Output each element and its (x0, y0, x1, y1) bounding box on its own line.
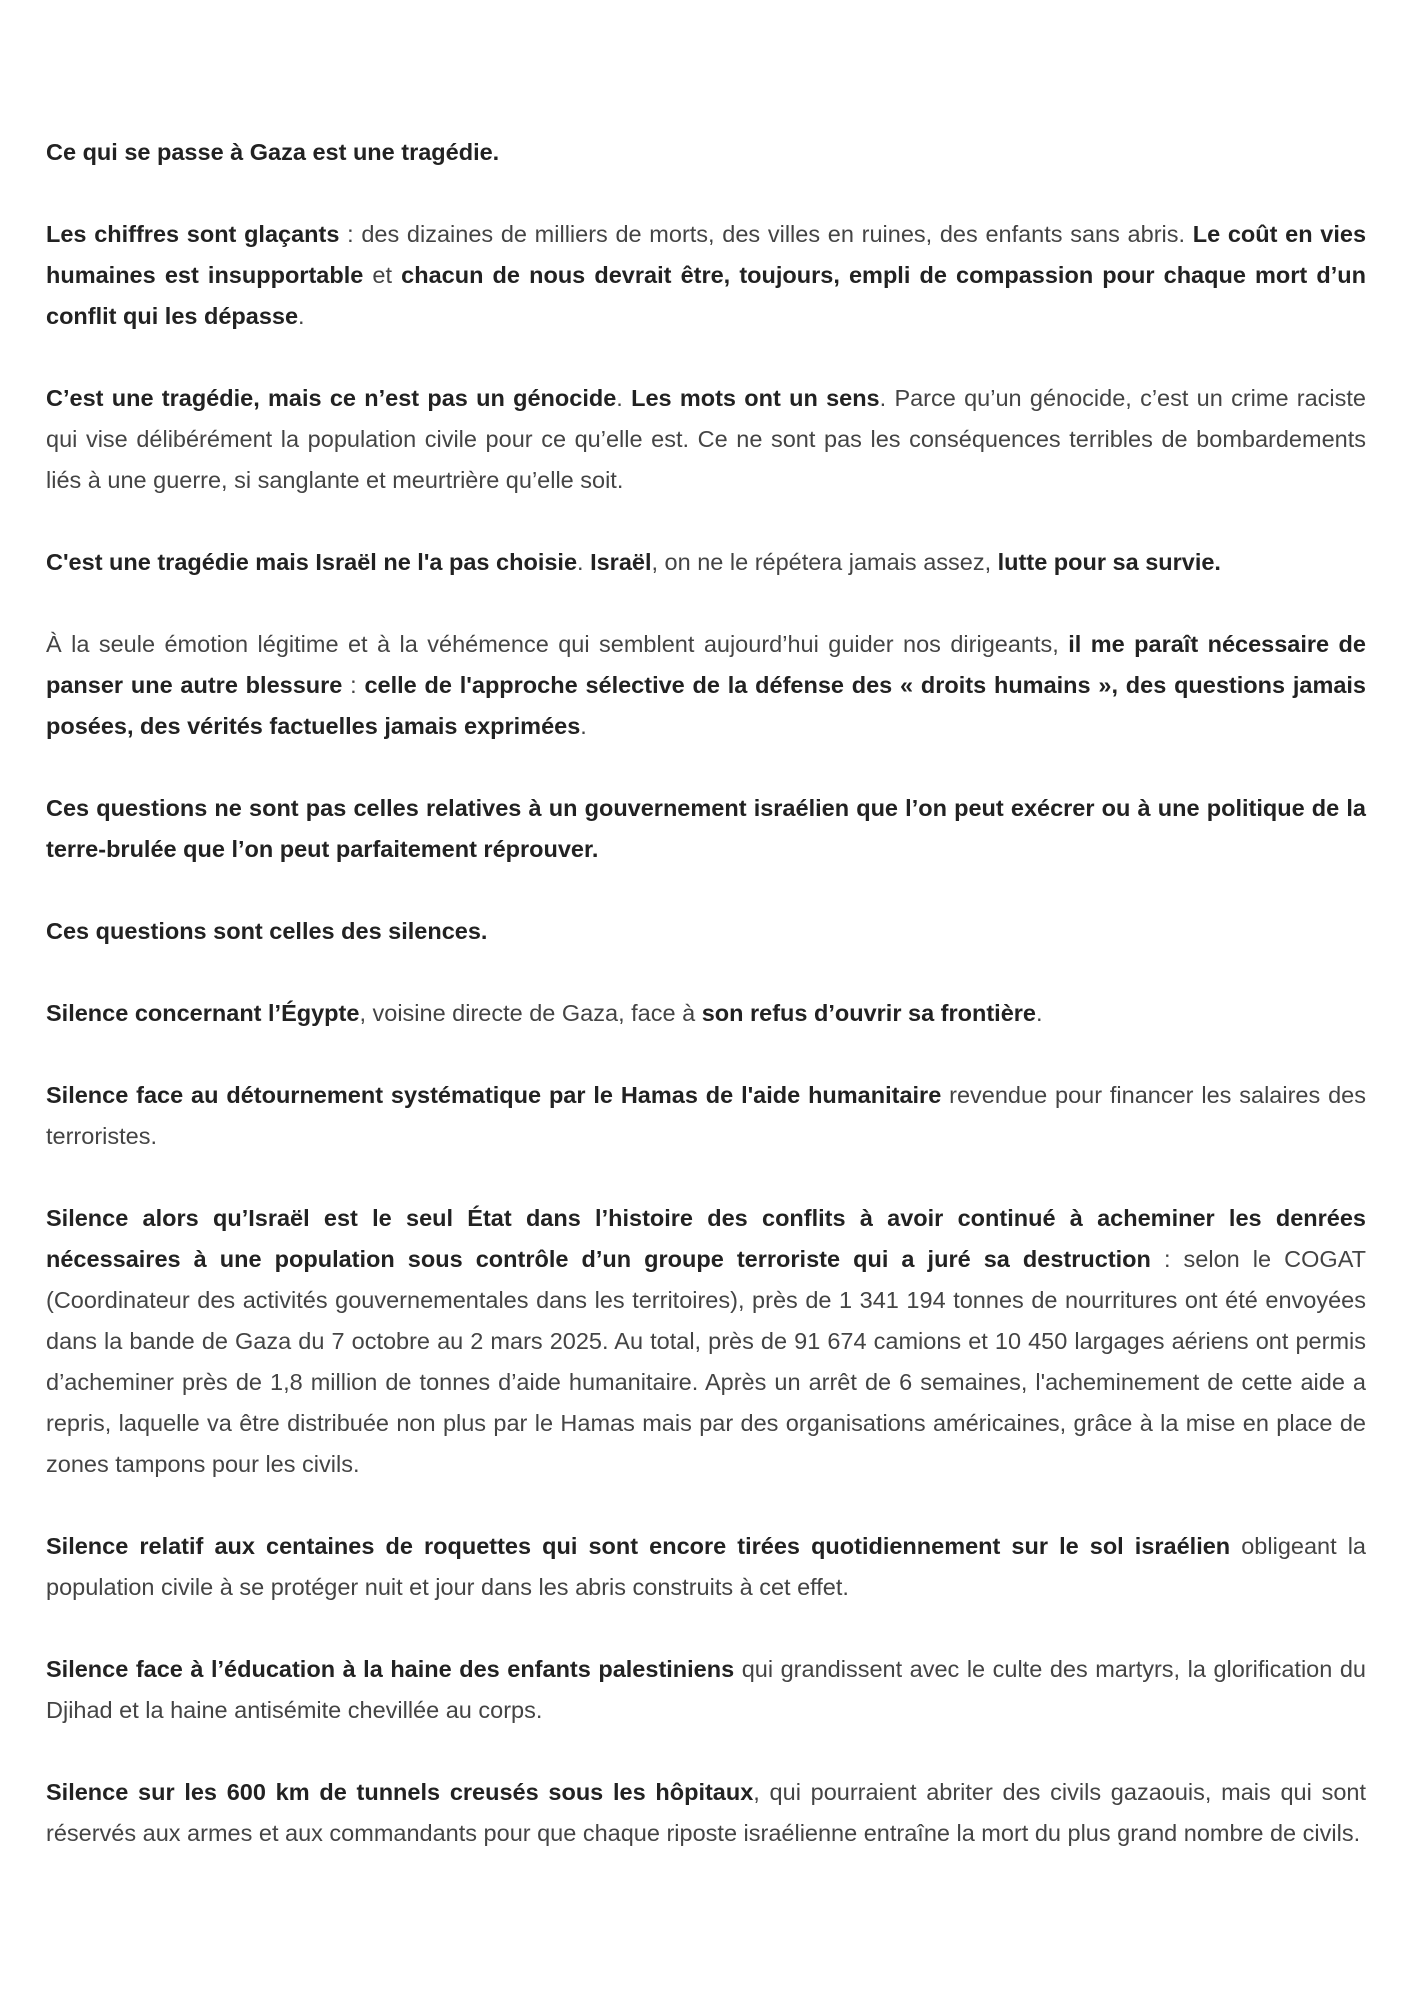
bold-text: C'est une tragédie mais Israël ne l'a pas choisie (46, 549, 578, 575)
body-text: . Parce qu’un génocide, c’est un crime raciste qui vise délibérément la population civile pour ce qu’elle est. Ce ne sont pas les conséquences terribles de bombardements liés à une guerre, si sanglante et meurtrière qu’elle soit. (46, 385, 1366, 493)
bold-text: Les chiffres sont glaçants (46, 221, 340, 247)
body-text: , voisine directe de Gaza, face à (359, 1000, 702, 1026)
body-text: et (363, 262, 402, 288)
bold-text: Silence alors qu’Israël est le seul État dans l’histoire des conflits à avoir continué à acheminer les denrées nécessaires à une population sous contrôle d’un groupe terroriste qui a juré sa destruction (46, 1205, 1366, 1272)
bold-text: chacun de nous devrait être, toujours, empli de compassion pour chaque mort d’un conflit qui les dépasse (46, 262, 1366, 329)
body-text: revendue pour financer les salaires des terroristes. (46, 1082, 1366, 1149)
body-text: , qui pourraient abriter des civils gazaouis, mais qui sont réservés aux armes et aux commandants pour que chaque riposte israélienne entraîne la mort du plus grand nombre de civils. (46, 1779, 1366, 1846)
paragraph (46, 542, 1366, 583)
body-text: : (342, 672, 365, 698)
paragraph (46, 1526, 1366, 1608)
body-text: . (616, 385, 632, 411)
paragraph (46, 1649, 1366, 1731)
bold-text: Ce qui se passe à Gaza est une tragédie. (46, 139, 500, 165)
body-text: qui grandissent avec le culte des martyrs, la glorification du Djihad et la haine antisémite chevillée au corps. (46, 1656, 1366, 1723)
body-text: : selon le COGAT (Coordinateur des activités gouvernementales dans les territoires), près de 1 341 194 tonnes de nourritures ont été envoyées dans la bande de Gaza du 7 octobre au 2 mars 2025. Au total, près de 91 674 camions et 10 450 largages aériens ont permis d’acheminer près de 1,8 million de tonnes d’aide humanitaire. Après un arrêt de 6 semaines, l'acheminement de cette aide a repris, laquelle va être distribuée non plus par le Hamas mais par des organisations américaines, grâce à la mise en place de zones tampons pour les civils. (46, 1246, 1366, 1477)
body-text: , on ne le répétera jamais assez, (651, 549, 998, 575)
bold-text: Silence sur les 600 km de tunnels creusés sous les hôpitaux (46, 1779, 754, 1805)
bold-text: celle de l'approche sélective de la défense des « droits humains », des questions jamais posées, des vérités factuelles jamais exprimées (46, 672, 1367, 739)
paragraph (46, 911, 1366, 952)
body-text: . (577, 549, 591, 575)
bold-text: son refus d’ouvrir sa frontière (701, 1000, 1036, 1026)
bold-text: Silence concernant l’Égypte (46, 1000, 360, 1026)
bold-text: lutte pour sa survie. (997, 549, 1221, 575)
bold-text: Israël (590, 549, 652, 575)
paragraph (46, 1075, 1366, 1157)
bold-text: Silence face à l’éducation à la haine des enfants palestiniens (46, 1656, 735, 1682)
bold-text: Silence face au détournement systématique par le Hamas de l'aide humanitaire (46, 1082, 942, 1108)
body-text: : des dizaines de milliers de morts, des villes en ruines, des enfants sans abris. (339, 221, 1193, 247)
paragraph (46, 624, 1366, 747)
paragraph (46, 132, 1366, 173)
bold-text: il me paraît nécessaire de panser une autre blessure (46, 631, 1366, 698)
bold-text: Silence relatif aux centaines de roquettes qui sont encore tirées quotidiennement sur le sol israélien (46, 1533, 1231, 1559)
bold-text: C’est une tragédie, mais ce n’est pas un génocide (46, 385, 617, 411)
body-text: . (1036, 1000, 1043, 1026)
bold-text: Ces questions ne sont pas celles relatives à un gouvernement israélien que l’on peut exécrer ou à une politique de la terre-brulée que l’on peut parfaitement réprouver. (46, 795, 1366, 862)
bold-text: Les mots ont un sens (631, 385, 880, 411)
body-text: obligeant la population civile à se protéger nuit et jour dans les abris construits à cet effet. (46, 1533, 1366, 1600)
paragraph (46, 214, 1366, 337)
paragraph (46, 378, 1366, 501)
body-text: À la seule émotion légitime et à la véhémence qui semblent aujourd’hui guider nos dirigeants, (46, 631, 1069, 657)
paragraph (46, 993, 1366, 1034)
body-text: . (298, 303, 305, 329)
paragraph (46, 1772, 1366, 1854)
bold-text: Le coût en vies humaines est insupportable (46, 221, 1367, 288)
paragraph (46, 1198, 1366, 1485)
body-text: . (580, 713, 587, 739)
paragraph (46, 788, 1366, 870)
bold-text: Ces questions sont celles des silences. (46, 918, 488, 944)
